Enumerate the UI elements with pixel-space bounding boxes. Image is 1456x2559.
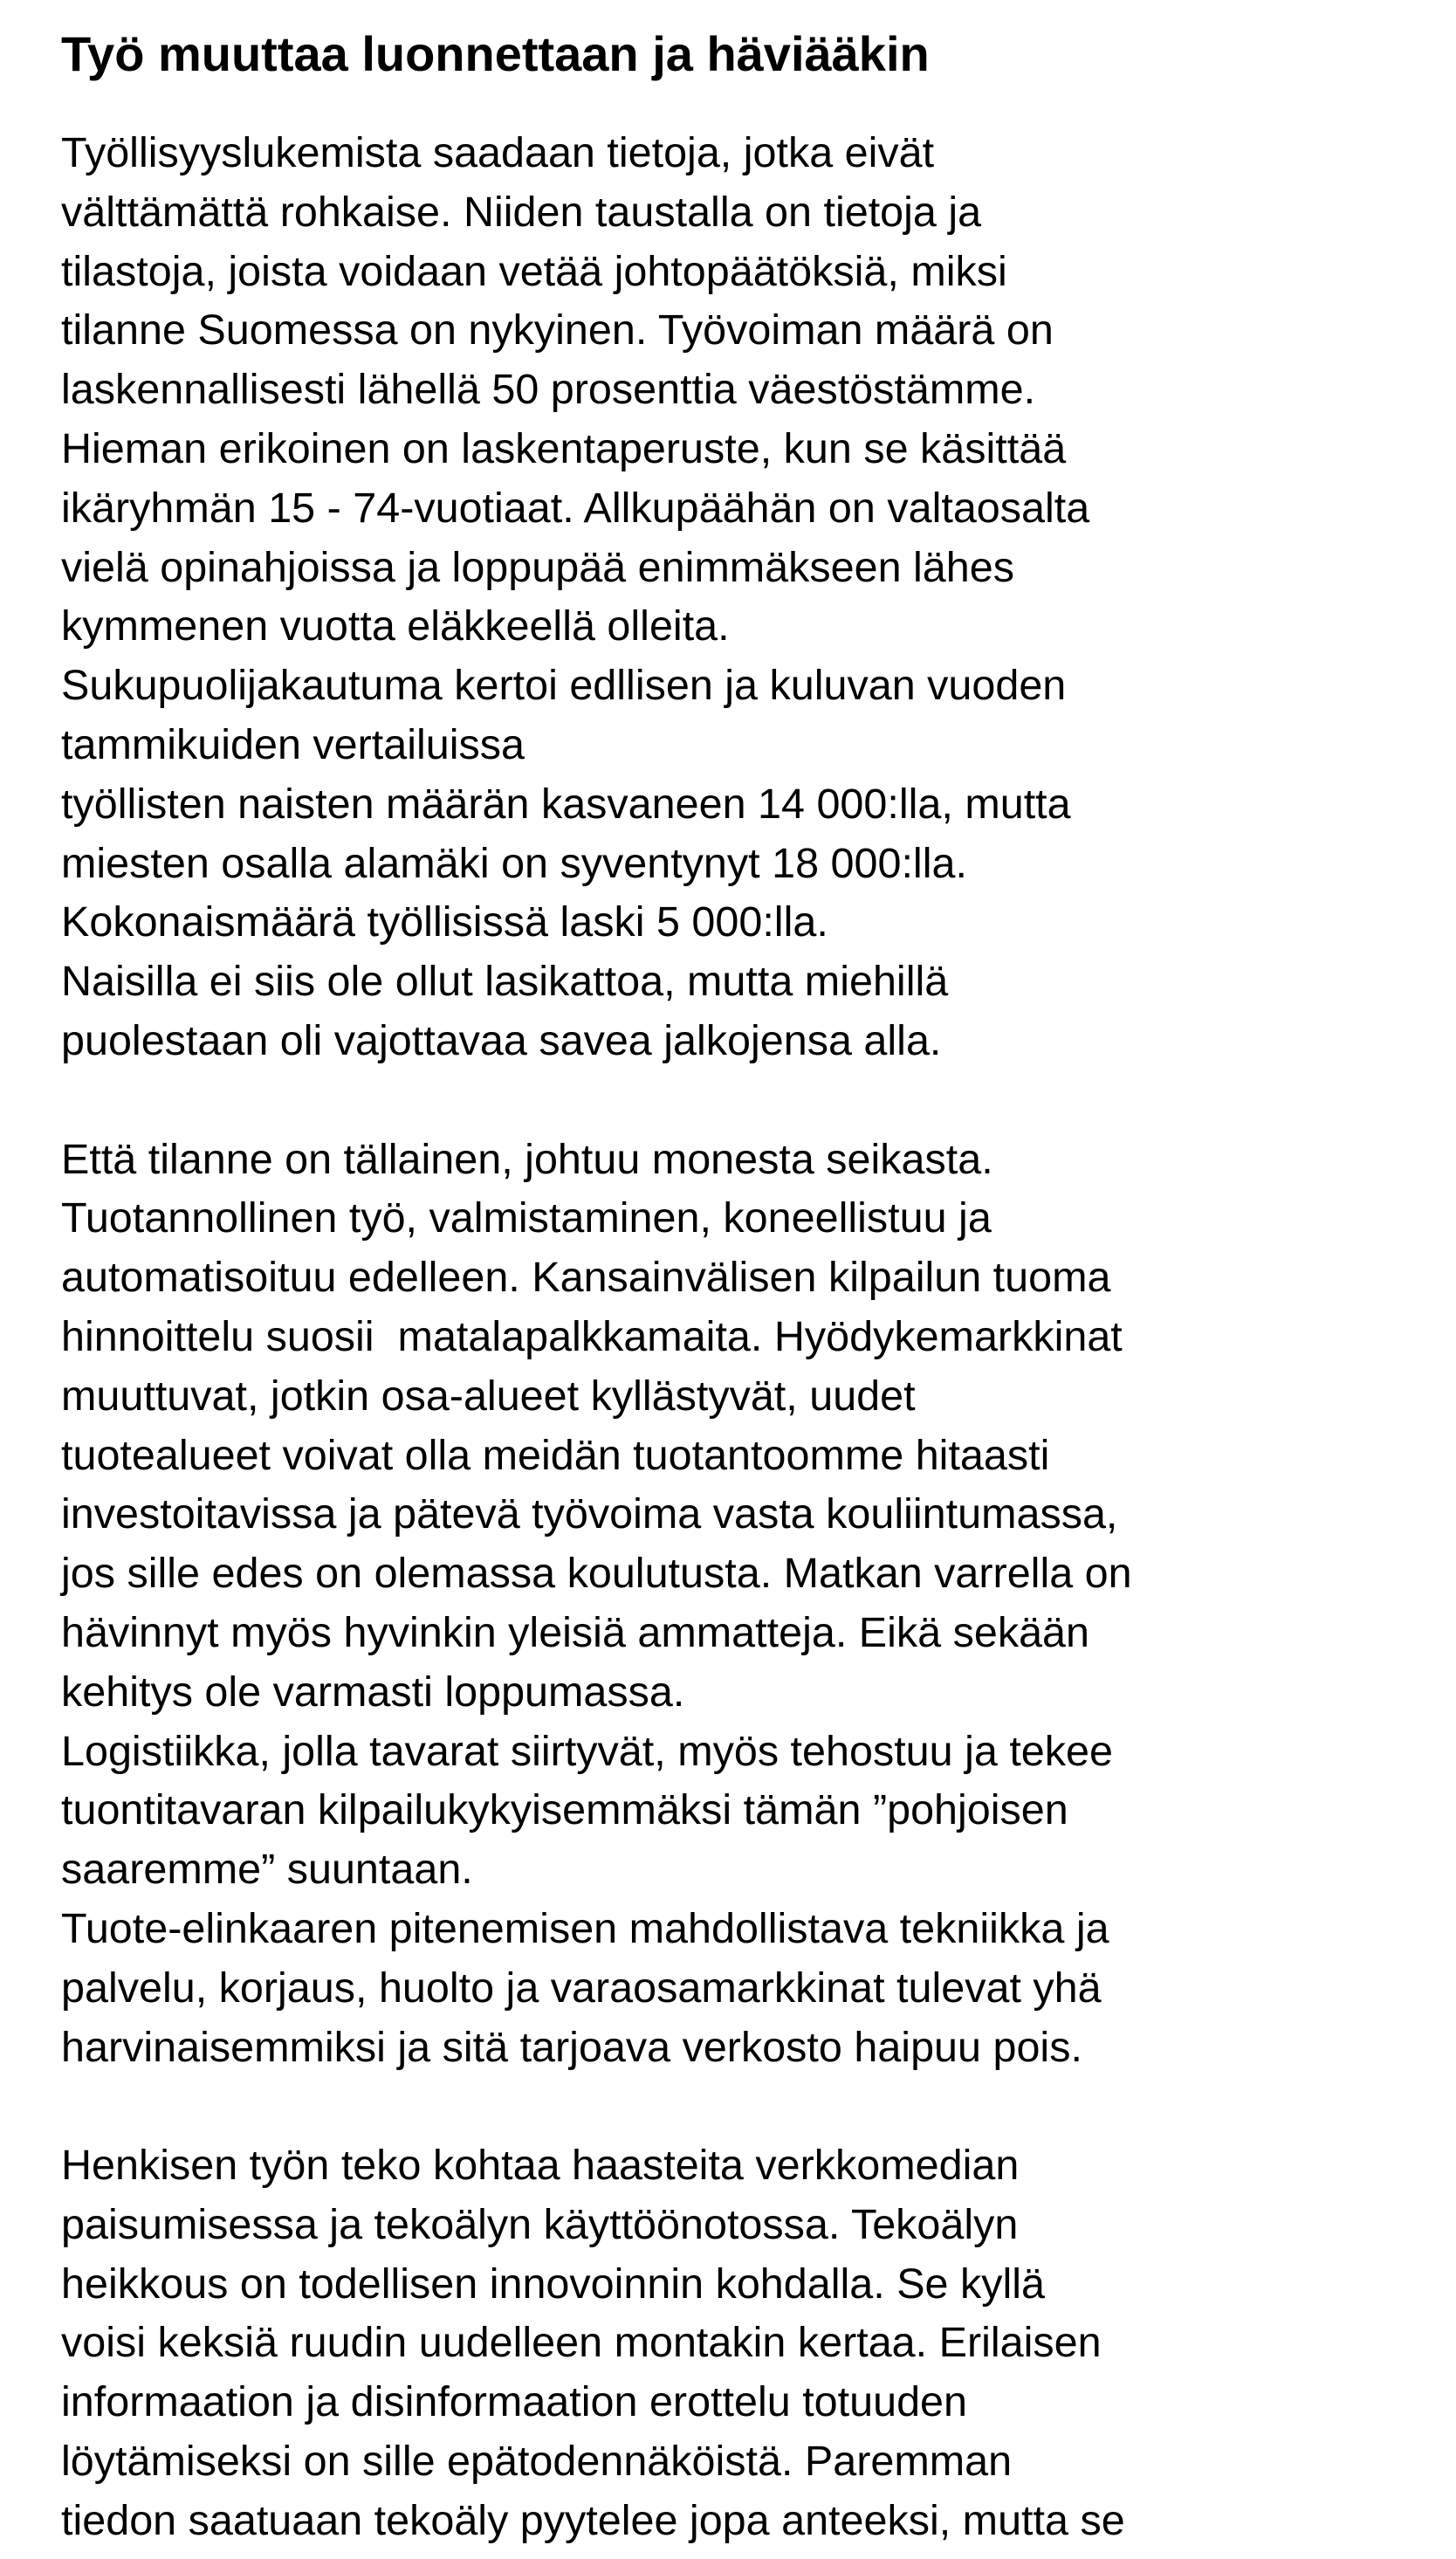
- text-line: tammikuiden vertailuissa: [61, 720, 525, 768]
- text-line: Henkisen työn teko kohtaa haasteita verkkomedian: [61, 2142, 1020, 2190]
- text-line: tuotealueet voivat olla meidän tuotantoomme hitaasti: [61, 1431, 1050, 1479]
- text-line: löytämiseksi on sille epätodennäköistä. Paremman: [61, 2438, 1013, 2486]
- text-line: Kokonaismäärä työllisissä laski 5 000:lla.: [61, 898, 828, 946]
- text-line: Sukupuolijakautuma kertoi edllisen ja kuluvan vuoden: [61, 662, 1067, 710]
- text-line: hinnoittelu suosii matalapalkkamaita. Hyödykemarkkinat: [61, 1312, 1123, 1360]
- document-body: [61, 124, 1440, 2551]
- paragraph-break: [61, 2077, 1440, 2136]
- text-line: jos sille edes on olemassa koulutusta. Matkan varrella on: [61, 1550, 1132, 1598]
- text-line: voisi keksiä ruudin uudelleen montakin kertaa. Erilaisen: [61, 2319, 1102, 2367]
- text-line: hävinnyt myös hyvinkin yleisiä ammatteja. Eikä sekään: [61, 1608, 1089, 1656]
- text-line: työllisten naisten määrän kasvaneen 14 000:lla, mutta: [61, 780, 1071, 828]
- text-line: laskennallisesti lähellä 50 prosenttia väestöstämme.: [61, 366, 1036, 414]
- text-line: tuontitavaran kilpailukykyisemmäksi tämän ”pohjoisen: [61, 1786, 1068, 1834]
- text-line: informaation ja disinformaation erottelu totuuden: [61, 2378, 967, 2426]
- document-title: Työ muuttaa luonnettaan ja häviääkin: [61, 26, 930, 81]
- text-line: välttämättä rohkaise. Niiden taustalla on tietoja ja: [61, 188, 982, 236]
- paragraph-break: [61, 1071, 1440, 1131]
- text-line: Että tilanne on tällainen, johtuu monesta seikasta.: [61, 1135, 993, 1183]
- text-line: harvinaisemmiksi ja sitä tarjoava verkosto haipuu pois.: [61, 2023, 1082, 2071]
- text-line: saaremme” suuntaan.: [61, 1846, 473, 1894]
- text-line: Hieman erikoinen on laskentaperuste, kun se käsittää: [61, 424, 1067, 472]
- text-line: tiedon saatuaan tekoäly pyytelee jopa anteeksi, mutta se: [61, 2496, 1125, 2544]
- text-line: tilanne Suomessa on nykyinen. Työvoiman määrä on: [61, 306, 1054, 354]
- text-line: vielä opinahjoissa ja loppupää enimmäkseen lähes: [61, 543, 1014, 591]
- text-line: miesten osalla alamäki on syventynyt 18 000:lla.: [61, 839, 967, 887]
- text-line: ikäryhmän 15 - 74-vuotiaat. Allkupäähän on valtaosalta: [61, 484, 1090, 532]
- document-page: [61, 19, 1440, 2551]
- text-line: paisumisessa ja tekoälyn käyttöönotossa. Tekoälyn: [61, 2200, 1019, 2248]
- text-line: Tuotannollinen työ, valmistaminen, koneellistuu ja: [61, 1194, 992, 1242]
- text-line: Tuote-elinkaaren pitenemisen mahdollistava tekniikka ja: [61, 1904, 1109, 1952]
- text-line: tilastoja, joista voidaan vetää johtopäätöksiä, miksi: [61, 247, 1007, 295]
- text-line: puolestaan oli vajottavaa savea jalkojensa alla.: [61, 1016, 942, 1064]
- text-line: kymmenen vuotta eläkkeellä olleita.: [61, 602, 730, 650]
- text-line: heikkous on todellisen innovoinnin kohdalla. Se kyllä: [61, 2260, 1046, 2308]
- text-line: Naisilla ei siis ole ollut lasikattoa, mutta miehillä: [61, 958, 949, 1006]
- text-line: muuttuvat, jotkin osa-alueet kyllästyvät, uudet: [61, 1372, 916, 1420]
- text-line: investoitavissa ja pätevä työvoima vasta kouliintumassa,: [61, 1490, 1118, 1538]
- text-line: palvelu, korjaus, huolto ja varaosamarkkinat tulevat yhä: [61, 1964, 1102, 2012]
- text-line: Työllisyyslukemista saadaan tietoja, jotka eivät: [61, 129, 935, 176]
- text-line: kehitys ole varmasti loppumassa.: [61, 1668, 685, 1716]
- text-line: automatisoituu edelleen. Kansainvälisen kilpailun tuoma: [61, 1254, 1111, 1302]
- text-line: Logistiikka, jolla tavarat siirtyvät, myös tehostuu ja tekee: [61, 1727, 1113, 1775]
